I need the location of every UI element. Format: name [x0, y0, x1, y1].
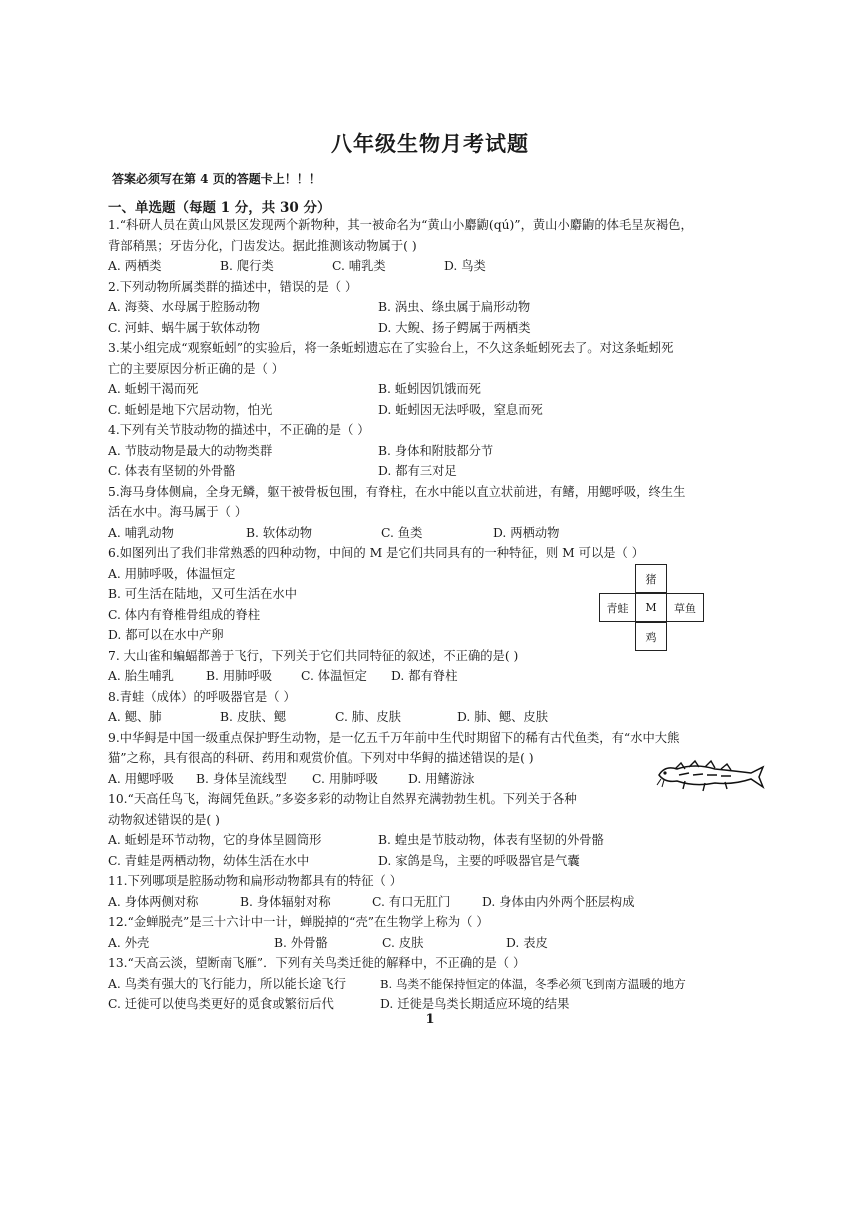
question-12 — [108, 912, 748, 953]
question-stem: 10.“天高任鸟飞，海阔凭鱼跃。”多姿多彩的动物让自然界充满勃勃生机。下列关于各种 — [108, 792, 577, 806]
option-a: A. 鸟类有强大的飞行能力，所以能长途飞行 — [108, 976, 347, 991]
question-2 — [108, 277, 748, 339]
option-c: C. 迁徙可以使鸟类更好的觅食或繁衍后代 — [108, 997, 334, 1011]
option-c: C. 蚯蚓是地下穴居动物，怕光 — [108, 402, 273, 417]
question-stem: 亡的主要原因分析正确的是（ ） — [108, 361, 285, 376]
option-d: D. 大鲵、扬子鳄属于两栖类 — [378, 320, 531, 335]
option-d: D. 家鸽是鸟，主要的呼吸器官是气囊 — [378, 853, 580, 868]
option-d: D. 都可以在水中产卵 — [108, 628, 224, 642]
option-b: B. 可生活在陆地，又可生活在水中 — [108, 587, 298, 601]
option-b: B. 爬行类 — [220, 259, 274, 273]
option-a: A. 用鳃呼吸 — [108, 771, 174, 786]
option-c: C. 用肺呼吸 — [312, 771, 378, 786]
option-a: A. 用肺呼吸，体温恒定 — [108, 566, 236, 581]
question-stem: 3.某小组完成“观察蚯蚓”的实验后，将一条蚯蚓遗忘在了实验台上，不久这条蚯蚓死去了。对这条蚯蚓死 — [108, 341, 674, 355]
option-c: C. 体表有坚韧的外骨骼 — [108, 464, 236, 478]
option-c: C. 肺、皮肤 — [335, 710, 401, 724]
diagram-cell-top: 猪 — [635, 564, 667, 593]
option-b: B. 涡虫、绦虫属于扁形动物 — [378, 300, 531, 314]
question-stem: 动物叙述错误的是( ) — [108, 812, 220, 827]
diagram-cell-center: M — [635, 593, 667, 622]
animal-cross-diagram — [599, 564, 719, 660]
option-a: A. 哺乳动物 — [108, 525, 174, 540]
option-a: A. 身体两侧对称 — [108, 894, 199, 909]
option-b: B. 鸟类不能保持恒定的体温，冬季必须飞到南方温暖的地方 — [380, 976, 686, 991]
option-a: A. 外壳 — [108, 935, 150, 950]
option-d: D. 表皮 — [506, 935, 548, 950]
question-stem: 9.中华鲟是中国一级重点保护野生动物，是一亿五千万年前中生代时期留下的稀有古代鱼类，有“水中大熊 — [108, 730, 680, 745]
sturgeon-picture — [655, 755, 765, 797]
section-heading: 一、单选题（每题 1 分，共 30 分） — [108, 200, 331, 216]
option-b: B. 蝗虫是节肢动物，体表有坚韧的外骨骼 — [378, 833, 604, 847]
option-d: D. 蚯蚓因无法呼吸，窒息而死 — [378, 402, 543, 417]
question-stem: 4.下列有关节肢动物的描述中，不正确的是（ ） — [108, 423, 370, 437]
option-a: A. 两栖类 — [108, 259, 162, 273]
question-stem: 1.“科研人员在黄山风景区发现两个新物种，其一被命名为“黄山小麝鼩(qú)”，黄山小麝鼩的体毛呈灰褐色， — [108, 218, 693, 232]
option-c: C. 有口无肛门 — [372, 894, 451, 909]
option-d: D. 身体由内外两个胚层构成 — [482, 894, 635, 909]
question-stem: 2.下列动物所属类群的描述中，错误的是（ ） — [108, 279, 358, 294]
question-5 — [108, 482, 748, 544]
question-stem: 5.海马身体侧扁，全身无鳞，躯干被骨板包围，有脊柱，在水中能以直立状前进，有鳍，用鳃呼吸，终生生 — [108, 484, 686, 499]
option-a: A. 蚯蚓是环节动物，它的身体呈圆筒形 — [108, 833, 322, 847]
answer-notice: 答案必须写在第 4 页的答题卡上！！！ — [112, 172, 321, 186]
question-stem: 11.下列哪项是腔肠动物和扁形动物都具有的特征（ ） — [108, 874, 402, 888]
option-b: B. 身体和附肢都分节 — [378, 443, 494, 458]
option-c: C. 青蛙是两栖动物，幼体生活在水中 — [108, 853, 310, 868]
option-a: A. 鳃、肺 — [108, 710, 162, 724]
diagram-cell-bottom: 鸡 — [635, 622, 667, 651]
question-10 — [108, 789, 748, 871]
option-c: C. 哺乳类 — [332, 259, 386, 273]
question-8 — [108, 687, 748, 728]
option-d: D. 两栖动物 — [493, 525, 560, 540]
option-d: D. 鸟类 — [444, 259, 486, 273]
option-a: A. 海葵、水母属于腔肠动物 — [108, 300, 260, 314]
page-title: 八年级生物月考试题 — [331, 132, 529, 156]
option-b: B. 软体动物 — [246, 525, 313, 540]
diagram-cell-right: 草鱼 — [666, 593, 704, 622]
option-d: D. 迁徙是鸟类长期适应环境的结果 — [380, 997, 570, 1011]
option-c: C. 体内有脊椎骨组成的脊柱 — [108, 607, 261, 622]
option-d: D. 用鳍游泳 — [408, 771, 475, 786]
option-d: D. 肺、鳃、皮肤 — [457, 710, 549, 724]
option-c: C. 皮肤 — [382, 935, 424, 950]
question-9 — [108, 728, 748, 790]
question-stem: 活在水中。海马属于（ ） — [108, 505, 248, 519]
diagram-cell-left: 青蛙 — [599, 593, 636, 622]
option-b: B. 蚯蚓因饥饿而死 — [378, 382, 481, 396]
option-b: B. 外骨骼 — [274, 935, 328, 950]
option-c: C. 河蚌、蜗牛属于软体动物 — [108, 320, 261, 335]
question-stem: 13.“天高云淡，望断南飞雁”．下列有关鸟类迁徙的解释中，不正确的是（ ） — [108, 956, 526, 970]
option-b: B. 皮肤、鳃 — [220, 710, 287, 724]
question-stem: 8.青蛙（成体）的呼吸器官是（ ） — [108, 689, 296, 704]
option-c: C. 体温恒定 — [301, 669, 367, 683]
option-b: B. 身体辐射对称 — [240, 894, 331, 909]
question-3 — [108, 338, 748, 420]
question-13 — [108, 953, 748, 1015]
question-4 — [108, 420, 748, 482]
option-a: A. 胎生哺乳 — [108, 669, 174, 683]
question-stem: 猫”之称，具有很高的科研、药用和观赏价值。下列对中华鲟的描述错误的是( ) — [108, 751, 534, 765]
option-b: B. 身体呈流线型 — [196, 771, 287, 786]
question-stem: 12.“金蝉脱壳”是三十六计中一计，蝉脱掉的“壳”在生物学上称为（ ） — [108, 915, 489, 929]
question-stem: 背部稍黑；牙齿分化，门齿发达。据此推测该动物属于( ) — [108, 238, 417, 253]
option-b: B. 用肺呼吸 — [206, 669, 273, 683]
option-c: C. 鱼类 — [381, 525, 423, 540]
option-a: A. 蚯蚓干渴而死 — [108, 382, 199, 396]
question-1 — [108, 215, 748, 277]
question-stem: 7. 大山雀和蝙蝠都善于飞行，下列关于它们共同特征的叙述，不正确的是( ) — [108, 648, 519, 663]
page-number: 1 — [425, 1012, 435, 1027]
option-d: D. 都有三对足 — [378, 464, 457, 478]
question-stem: 6.如图列出了我们非常熟悉的四种动物，中间的 M 是它们共同具有的一种特征，则 M 可以是（ ） — [108, 546, 645, 560]
option-d: D. 都有脊柱 — [391, 669, 458, 683]
question-11 — [108, 871, 748, 912]
option-a: A. 节肢动物是最大的动物类群 — [108, 443, 273, 458]
